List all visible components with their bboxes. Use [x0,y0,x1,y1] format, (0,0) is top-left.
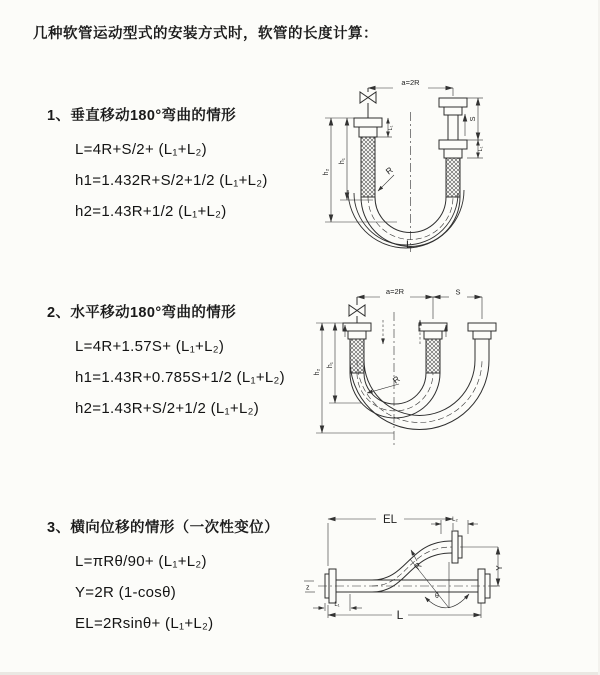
angle-label: θ [435,593,439,600]
dim-label-a2r: a=2R [401,78,420,87]
left-flange-fitting [343,323,371,339]
radius-label: R [383,164,395,177]
left-flange-fitting [354,118,382,137]
dim-label-l1-right: L₁ [478,146,484,152]
datum-label: z [306,584,310,592]
valve-icon [349,297,365,323]
braided-hose-middle [426,339,440,373]
braided-hose-right [446,158,460,197]
dim-label-el: EL [382,514,398,526]
formula-y: Y=2R (1-cosθ) [75,584,177,601]
section-2-heading: 2、水平移动180°弯曲的情形 [47,305,237,321]
formula-h2: h2=1.43R+S/2+1/2 (L₁+L₂) [75,400,260,417]
formula-h1: h1=1.432R+S/2+1/2 (L₁+L₂) [75,172,268,189]
dim-label-a2r: a=2R [385,287,405,296]
dim-label-y: Y [495,565,504,571]
formula-h1: h1=1.43R+0.785S+1/2 (L₁+L₂) [75,369,285,386]
diagram-lateral-displacement [304,514,504,622]
dim-label-s: S [468,116,477,122]
dim-label-h1: h₁ [327,361,334,369]
dim-label-h1: h₁ [339,157,346,165]
page-title: 几种软管运动型式的安装方式时，软管的长度计算： [33,26,378,42]
dim-label-h2: h₂ [323,168,330,176]
right-flange-fitting [468,323,496,360]
dim-label-l1-left: L₁ [388,125,394,131]
braided-hose-left [361,137,375,197]
diagram-vertical-180 [323,78,484,252]
dimension-lines [316,297,482,433]
dim-label-h2: h₂ [314,368,321,376]
dim-label-l2: L₂ [452,517,458,523]
diagram-horizontal-180 [314,287,496,448]
formula-length: L=4R+S/2+ (L₁+L₂) [75,141,207,158]
radius-label: R [390,373,402,386]
formula-length: L=4R+1.57S+ (L₁+L₂) [75,338,225,355]
right-flange-fitting [439,98,467,158]
straight-pipe-position [318,580,500,592]
dim-label-l1: L₁ [334,602,340,608]
section-1-heading: 1、垂直移动180°弯曲的情形 [47,108,237,124]
length-label: L [396,608,404,622]
length-label: L [405,239,413,251]
radius-label: R [412,560,424,572]
middle-flange-fitting [419,323,447,339]
braided-hose-left [350,339,364,373]
valve-icon [360,88,376,118]
hose-u-bends [350,360,489,430]
formula-h2: h2=1.43R+1/2 (L₁+L₂) [75,203,227,220]
hose-s-curve [336,541,452,592]
formula-el: EL=2Rsinθ+ (L₁+L₂) [75,615,214,632]
dim-label-s: S [455,287,461,297]
formula-length: L=πRθ/90+ (L₁+L₂) [75,553,207,570]
section-3-heading: 3、横向位移的情形（一次性变位） [47,520,279,536]
